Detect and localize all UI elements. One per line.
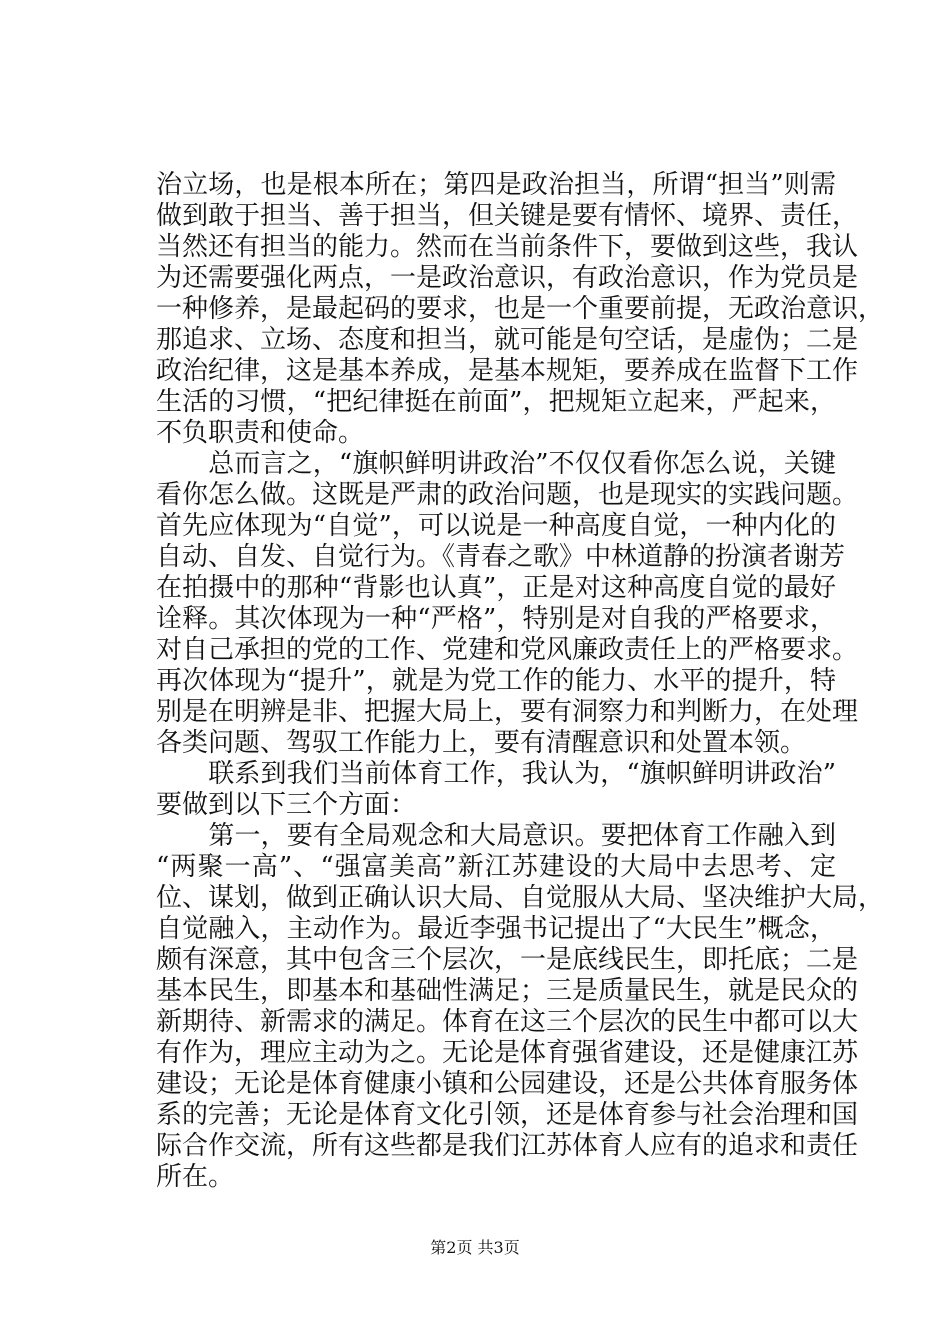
text-line: 再次体现为“提升”，就是为党工作的能力、水平的提升，特: [156, 666, 836, 696]
text-line: 位、谋划，做到正确认识大局、自觉服从大局、坚决维护大局，: [156, 883, 885, 913]
text-line: 要做到以下三个方面：: [156, 790, 417, 820]
text-line: 所在。: [156, 1162, 235, 1192]
text-line: 有作为，理应主动为之。无论是体育强省建设，还是健康江苏: [156, 1038, 859, 1068]
text-line: 做到敢于担当、善于担当，但关键是要有情怀、境界、责任，: [156, 201, 859, 231]
text-line: 基本民生，即基本和基础性满足；三是质量民生，就是民众的: [156, 976, 859, 1006]
text-line: 颇有深意，其中包含三个层次，一是底线民生，即托底；二是: [156, 945, 859, 975]
text-line: 生活的习惯，“把纪律挺在前面”，把规矩立起来，严起来，: [156, 387, 836, 417]
text-line: 第一，要有全局观念和大局意识。要把体育工作融入到: [156, 821, 836, 851]
text-line: 系的完善；无论是体育文化引领，还是体育参与社会治理和国: [156, 1100, 859, 1130]
text-line: 政治纪律，这是基本养成，是基本规矩，要养成在监督下工作: [156, 356, 859, 386]
text-line: 那追求、立场、态度和担当，就可能是句空话，是虚伪；二是: [156, 325, 859, 355]
text-line: 自动、自发、自觉行为。《青春之歌》中林道静的扮演者谢芳: [156, 542, 846, 572]
text-line: 新期待、新需求的满足。体育在这三个层次的民生中都可以大: [156, 1007, 859, 1037]
text-line: 为还需要强化两点，一是政治意识，有政治意识，作为党员是: [156, 263, 859, 293]
text-line: 不负职责和使命。: [156, 418, 365, 448]
text-line: 总而言之，“旗帜鲜明讲政治”不仅仅看你怎么说，关键: [156, 449, 836, 479]
text-line: 对自己承担的党的工作、党建和党风廉政责任上的严格要求。: [156, 635, 859, 665]
text-line: 一种修养，是最起码的要求，也是一个重要前提，无政治意识，: [156, 294, 885, 324]
text-line: 在拍摄中的那种“背影也认真”，正是对这种高度自觉的最好: [156, 573, 836, 603]
text-line: 别是在明辨是非、把握大局上，要有洞察力和判断力，在处理: [156, 697, 859, 727]
text-line: 诠释。其次体现为一种“严格”，特别是对自我的严格要求，: [156, 604, 836, 634]
text-line: 各类问题、驾驭工作能力上，要有清醒意识和处置本领。: [156, 728, 807, 758]
document-body: [156, 170, 885, 1193]
page-footer: 第2页 共3页: [430, 1238, 520, 1257]
text-line: 建设；无论是体育健康小镇和公园建设，还是公共体育服务体: [156, 1069, 859, 1099]
text-line: 自觉融入，主动作为。最近李强书记提出了“大民生”概念，: [156, 914, 836, 944]
text-line: 看你怎么做。这既是严肃的政治问题，也是现实的实践问题。: [156, 480, 859, 510]
text-line: 联系到我们当前体育工作，我认为，“旗帜鲜明讲政治”: [156, 759, 836, 789]
text-line: 当然还有担当的能力。然而在当前条件下，要做到这些，我认: [156, 232, 859, 262]
text-line: 治立场，也是根本所在；第四是政治担当，所谓“担当”则需: [156, 170, 836, 200]
text-line: “两聚一高”、“强富美高”新江苏建设的大局中去思考、定: [156, 852, 836, 882]
text-line: 首先应体现为“自觉”，可以说是一种高度自觉，一种内化的: [156, 511, 836, 541]
text-line: 际合作交流，所有这些都是我们江苏体育人应有的追求和责任: [156, 1131, 859, 1161]
